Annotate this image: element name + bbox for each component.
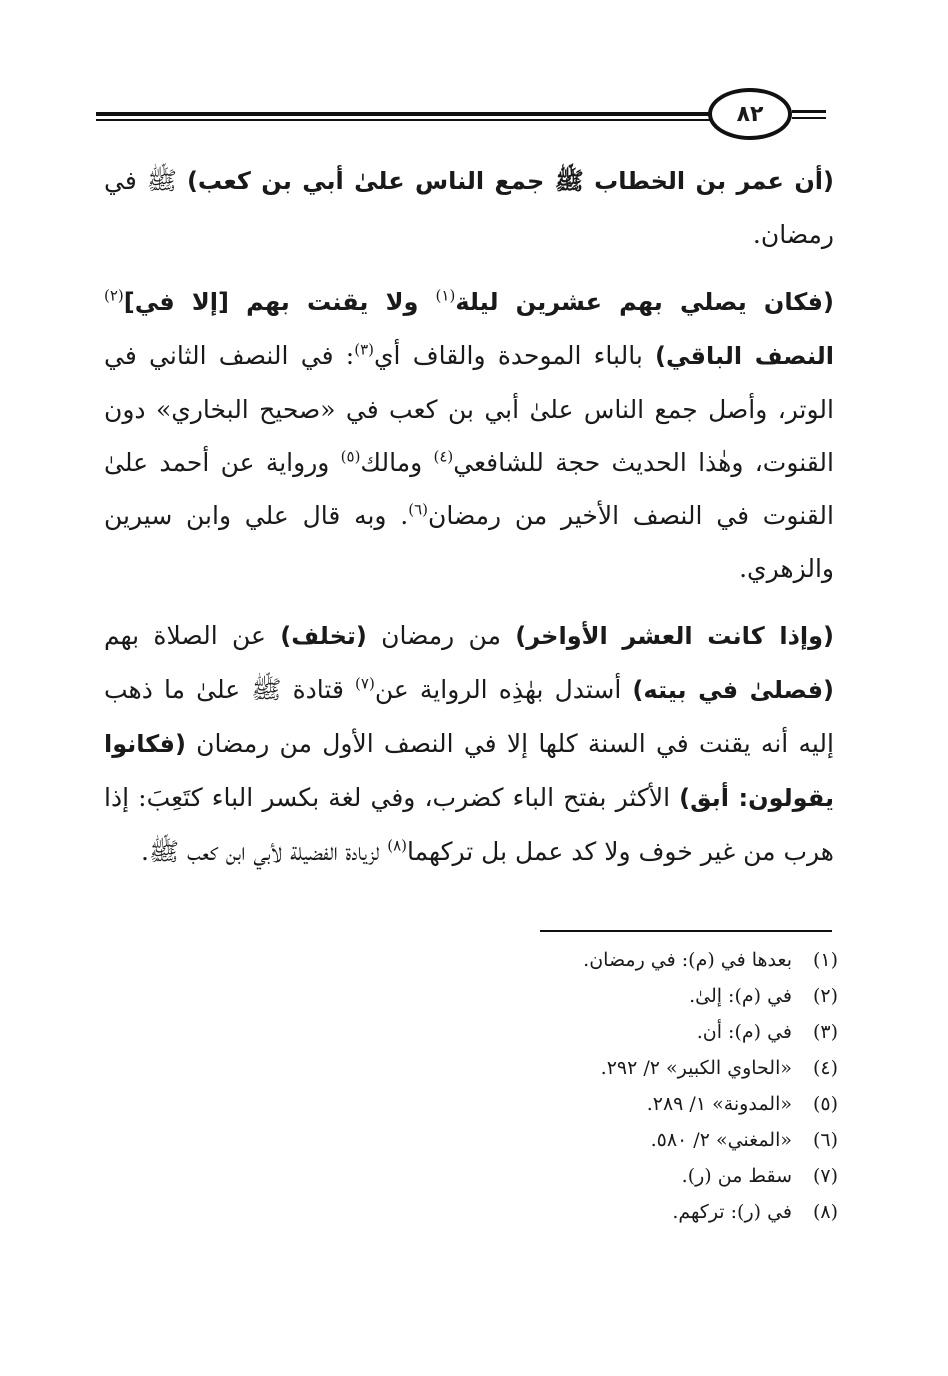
commentary-text: الأكثر بفتح الباء كضرب، وفي لغة بكسر الباء كتَعِبَ: إذا هرب من غير خوف ولا كد عمل بل تركهما xyxy=(104,783,834,866)
footnote-text: «الحاوي الكبير» ٢/ ٢٩٢. xyxy=(600,1057,792,1079)
footnote-text: «المدونة» ١/ ٢٨٩. xyxy=(646,1093,792,1115)
page-number-frame xyxy=(708,88,792,140)
commentary-text: لزيادة الفضيلة لأبي ابن كعب ﷺ. xyxy=(140,837,388,866)
paragraph-p1 xyxy=(104,154,834,261)
commentary-text: من رمضان xyxy=(366,621,516,650)
footnote-text: في (م): إلىٰ. xyxy=(689,985,792,1007)
footnote-text: سقط من (ر). xyxy=(681,1165,792,1187)
header-rule-thin xyxy=(96,119,716,121)
footnote-reference: (٥) xyxy=(340,447,361,466)
footnote-item xyxy=(400,1050,838,1086)
footnote-reference: (٣) xyxy=(354,340,374,359)
matn-text: النصف الباقي) xyxy=(655,342,834,370)
commentary-text: أستدل بهٰذِه الرواية عن xyxy=(374,675,633,704)
commentary-text: : في النصف الثاني في الوتر، وأصل جمع الناس علىٰ أبي بن كعب في «صحيح البخاري» دون القنوت، وهٰذا الحديث حجة للشافعي xyxy=(104,341,834,477)
footnote-number: (١) xyxy=(812,949,838,971)
commentary-text: ﷺ في رمضان. xyxy=(104,166,834,249)
footnote-text: «المغني» ٢/ ٥٨٠. xyxy=(650,1129,792,1151)
footnote-number: (٦) xyxy=(812,1129,838,1151)
footnote-reference: (٤) xyxy=(433,447,454,466)
matn-text: (فكان يصلي بهم عشرين ليلة xyxy=(455,288,834,316)
commentary-text: عن الصلاة بهم xyxy=(104,621,281,650)
footnote-reference: (١) xyxy=(435,286,456,305)
footnote-reference: (٨) xyxy=(387,836,407,855)
footnote-number: (٢) xyxy=(812,985,838,1007)
page-header xyxy=(96,88,826,144)
footnote-number: (٤) xyxy=(812,1057,838,1079)
footnote-item xyxy=(400,1122,838,1158)
footnote-reference: (٧) xyxy=(355,674,375,693)
matn-text: (أن عمر بن الخطاب ﷺ جمع الناس علىٰ أبي بن كعب) xyxy=(186,167,834,195)
paragraph-p2 xyxy=(104,275,834,595)
header-rule-thick xyxy=(96,112,716,116)
footnotes-list xyxy=(400,942,838,1230)
footnote-text: بعدها في (م): في رمضان. xyxy=(583,949,792,971)
page-number: ٨٢ xyxy=(736,101,764,127)
footnote-number: (٣) xyxy=(812,1021,838,1043)
commentary-text: . وبه قال علي وابن سيرين والزهري. xyxy=(104,501,834,583)
header-rule-tail-thin xyxy=(792,117,826,119)
footnote-reference: (٢) xyxy=(104,286,124,305)
footnote-number: (٧) xyxy=(812,1165,838,1187)
footnote-text: في (م): أن. xyxy=(696,1021,792,1043)
footnote-number: (٥) xyxy=(812,1093,838,1115)
footnote-number: (٨) xyxy=(812,1201,838,1223)
footnote-item xyxy=(400,1086,838,1122)
footnote-item xyxy=(400,1194,838,1230)
matn-text: (تخلف) xyxy=(280,622,367,650)
matn-text: ولا يقنت بهم [إلا في] xyxy=(123,288,436,316)
matn-text: (فصلىٰ في بيته) xyxy=(632,676,835,704)
matn-text: (فكانوا يقولون: أبق) xyxy=(104,730,834,812)
header-rule-tail-thick xyxy=(792,110,826,113)
footnote-text: في (ر): تركهم. xyxy=(672,1201,792,1223)
matn-text: (وإذا كانت العشر الأواخر) xyxy=(515,622,835,650)
footnote-item xyxy=(400,1014,838,1050)
commentary-text: ورواية عن أحمد علىٰ القنوت في النصف الأخير من رمضان xyxy=(104,448,834,530)
main-text-body xyxy=(104,154,834,892)
paragraph-p3 xyxy=(104,609,834,878)
commentary-text: قتادة ﷺ علىٰ ما ذهب إليه أنه يقنت في السنة كلها إلا في النصف الأول من رمضان xyxy=(104,675,834,758)
footnote-item xyxy=(400,942,838,978)
footnote-reference: (٦) xyxy=(408,500,428,519)
footnote-separator xyxy=(540,930,832,932)
commentary-text: ومالك xyxy=(360,448,434,477)
footnote-item xyxy=(400,1158,838,1194)
footnote-item xyxy=(400,978,838,1014)
commentary-text: بالباء الموحدة والقاف أي xyxy=(373,341,656,370)
